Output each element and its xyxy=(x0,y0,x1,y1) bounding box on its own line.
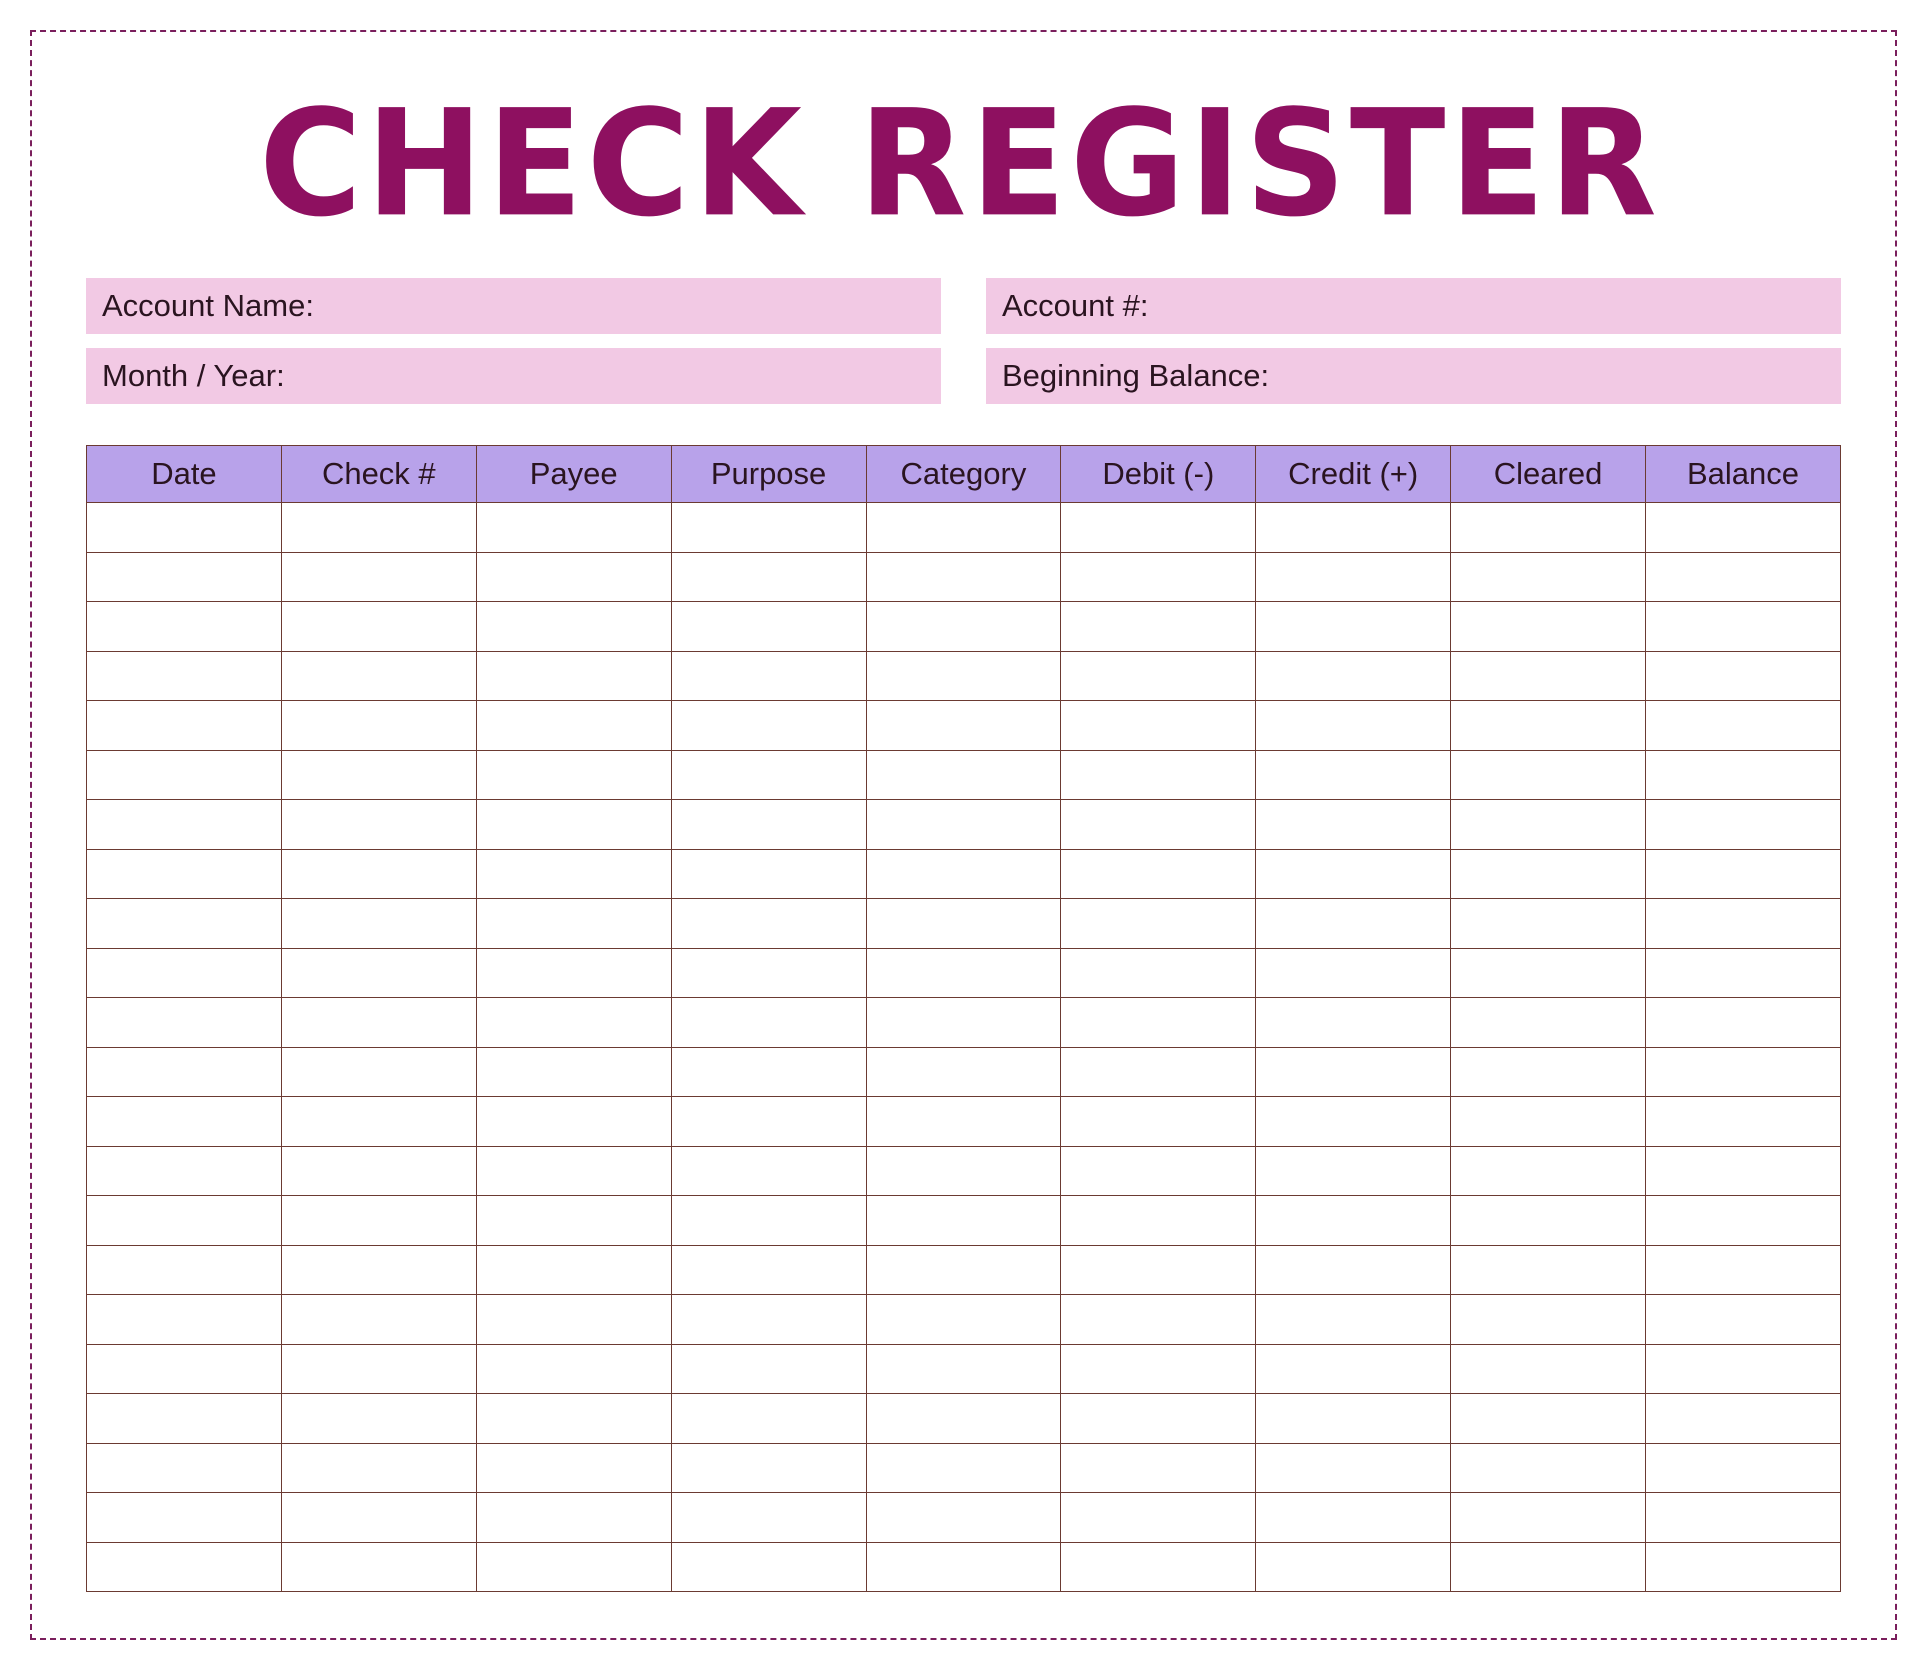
table-row xyxy=(87,1245,1841,1295)
table-cell[interactable] xyxy=(1646,552,1841,602)
table-cell[interactable] xyxy=(281,800,476,850)
table-cell[interactable] xyxy=(281,1295,476,1345)
table-cell[interactable] xyxy=(476,750,671,800)
table-cell[interactable] xyxy=(1256,651,1451,701)
table-cell[interactable] xyxy=(1256,849,1451,899)
table-cell[interactable] xyxy=(1256,602,1451,652)
table-cell[interactable] xyxy=(1061,1542,1256,1592)
table-row xyxy=(87,899,1841,949)
table-cell[interactable] xyxy=(1061,602,1256,652)
table-cell[interactable] xyxy=(281,1047,476,1097)
table-cell[interactable] xyxy=(866,651,1061,701)
table-cell[interactable] xyxy=(476,1097,671,1147)
table-cell[interactable] xyxy=(87,948,282,998)
table-cell[interactable] xyxy=(671,1196,866,1246)
column-header-debit: Debit (-) xyxy=(1061,446,1256,503)
table-cell[interactable] xyxy=(87,503,282,553)
table-cell[interactable] xyxy=(87,1542,282,1592)
table-cell[interactable] xyxy=(671,800,866,850)
table-row xyxy=(87,1295,1841,1345)
table-cell[interactable] xyxy=(476,998,671,1048)
table-cell[interactable] xyxy=(281,651,476,701)
table-cell[interactable] xyxy=(1451,602,1646,652)
table-body xyxy=(87,503,1841,1592)
table-cell[interactable] xyxy=(281,1245,476,1295)
table-cell[interactable] xyxy=(1646,1394,1841,1444)
table-cell[interactable] xyxy=(1061,1146,1256,1196)
table-cell[interactable] xyxy=(87,651,282,701)
table-cell[interactable] xyxy=(1256,1493,1451,1543)
table-row xyxy=(87,602,1841,652)
table-cell[interactable] xyxy=(1061,1097,1256,1147)
table-cell[interactable] xyxy=(476,1245,671,1295)
table-cell[interactable] xyxy=(671,1146,866,1196)
table-cell[interactable] xyxy=(1451,701,1646,751)
table-cell[interactable] xyxy=(1256,1295,1451,1345)
table-cell[interactable] xyxy=(671,1295,866,1345)
table-cell[interactable] xyxy=(1646,1295,1841,1345)
table-cell[interactable] xyxy=(671,552,866,602)
table-cell[interactable] xyxy=(476,651,671,701)
table-cell[interactable] xyxy=(671,1245,866,1295)
month-year-label: Month / Year: xyxy=(102,358,285,393)
table-cell[interactable] xyxy=(1451,1542,1646,1592)
table-cell[interactable] xyxy=(1061,800,1256,850)
table-cell[interactable] xyxy=(1256,1146,1451,1196)
table-cell[interactable] xyxy=(1451,750,1646,800)
table-cell[interactable] xyxy=(671,1443,866,1493)
table-cell[interactable] xyxy=(281,899,476,949)
account-name-label: Account Name: xyxy=(102,288,314,323)
table-cell[interactable] xyxy=(87,998,282,1048)
table-cell[interactable] xyxy=(1451,948,1646,998)
table-cell[interactable] xyxy=(1451,1493,1646,1543)
table-cell[interactable] xyxy=(476,1344,671,1394)
table-row xyxy=(87,1196,1841,1246)
table-cell[interactable] xyxy=(87,1047,282,1097)
table-cell[interactable] xyxy=(87,1295,282,1345)
table-cell[interactable] xyxy=(671,701,866,751)
table-cell[interactable] xyxy=(1451,899,1646,949)
table-cell[interactable] xyxy=(476,503,671,553)
table-cell[interactable] xyxy=(671,602,866,652)
table-cell[interactable] xyxy=(1061,899,1256,949)
table-cell[interactable] xyxy=(671,899,866,949)
table-cell[interactable] xyxy=(866,1542,1061,1592)
table-cell[interactable] xyxy=(1061,503,1256,553)
table-cell[interactable] xyxy=(1061,1344,1256,1394)
table-cell[interactable] xyxy=(1061,750,1256,800)
table-cell[interactable] xyxy=(866,1344,1061,1394)
table-cell[interactable] xyxy=(476,849,671,899)
table-cell[interactable] xyxy=(1061,1047,1256,1097)
table-cell[interactable] xyxy=(476,1443,671,1493)
table-cell[interactable] xyxy=(866,1196,1061,1246)
table-row xyxy=(87,1542,1841,1592)
table-cell[interactable] xyxy=(87,552,282,602)
table-cell[interactable] xyxy=(476,1542,671,1592)
table-cell[interactable] xyxy=(281,1344,476,1394)
table-cell[interactable] xyxy=(476,800,671,850)
table-cell[interactable] xyxy=(866,948,1061,998)
table-cell[interactable] xyxy=(1646,503,1841,553)
table-cell[interactable] xyxy=(476,1146,671,1196)
table-cell[interactable] xyxy=(476,1196,671,1246)
table-cell[interactable] xyxy=(281,948,476,998)
table-cell[interactable] xyxy=(866,1245,1061,1295)
column-header-date: Date xyxy=(87,446,282,503)
table-cell[interactable] xyxy=(1646,1245,1841,1295)
table-cell[interactable] xyxy=(1061,1394,1256,1444)
table-cell[interactable] xyxy=(866,1097,1061,1147)
table-cell[interactable] xyxy=(1061,998,1256,1048)
table-cell[interactable] xyxy=(1451,1146,1646,1196)
table-row xyxy=(87,503,1841,553)
table-cell[interactable] xyxy=(281,998,476,1048)
table-cell[interactable] xyxy=(1451,998,1646,1048)
table-cell[interactable] xyxy=(1061,651,1256,701)
table-cell[interactable] xyxy=(866,800,1061,850)
table-cell[interactable] xyxy=(1256,1394,1451,1444)
table-cell[interactable] xyxy=(1256,503,1451,553)
table-cell[interactable] xyxy=(866,998,1061,1048)
table-cell[interactable] xyxy=(1256,800,1451,850)
table-cell[interactable] xyxy=(1061,1295,1256,1345)
table-cell[interactable] xyxy=(1451,800,1646,850)
table-cell[interactable] xyxy=(87,1097,282,1147)
table-cell[interactable] xyxy=(671,998,866,1048)
table-cell[interactable] xyxy=(281,1493,476,1543)
table-cell[interactable] xyxy=(1646,948,1841,998)
beginning-balance-field[interactable] xyxy=(986,348,1841,404)
table-cell[interactable] xyxy=(281,701,476,751)
table-row xyxy=(87,750,1841,800)
table-cell[interactable] xyxy=(1256,1443,1451,1493)
table-cell[interactable] xyxy=(1451,651,1646,701)
table-cell[interactable] xyxy=(671,651,866,701)
table-row xyxy=(87,998,1841,1048)
table-row xyxy=(87,1344,1841,1394)
table-cell[interactable] xyxy=(671,1047,866,1097)
table-cell[interactable] xyxy=(476,552,671,602)
table-cell[interactable] xyxy=(1646,1493,1841,1543)
table-cell[interactable] xyxy=(281,849,476,899)
table-cell[interactable] xyxy=(866,1443,1061,1493)
table-row xyxy=(87,651,1841,701)
table-cell[interactable] xyxy=(1061,1493,1256,1543)
table-cell[interactable] xyxy=(1646,899,1841,949)
table-row xyxy=(87,1493,1841,1543)
table-cell[interactable] xyxy=(1061,1245,1256,1295)
table-cell[interactable] xyxy=(1646,1542,1841,1592)
table-cell[interactable] xyxy=(1061,1443,1256,1493)
table-cell[interactable] xyxy=(1256,1196,1451,1246)
column-header-check-number: Check # xyxy=(281,446,476,503)
table-cell[interactable] xyxy=(1451,1295,1646,1345)
table-cell[interactable] xyxy=(866,1047,1061,1097)
table-cell[interactable] xyxy=(1451,1245,1646,1295)
table-cell[interactable] xyxy=(476,948,671,998)
table-row xyxy=(87,1443,1841,1493)
table-cell[interactable] xyxy=(281,503,476,553)
table-cell[interactable] xyxy=(1646,1097,1841,1147)
table-cell[interactable] xyxy=(1646,1047,1841,1097)
table-cell[interactable] xyxy=(87,849,282,899)
table-cell[interactable] xyxy=(671,1344,866,1394)
table-cell[interactable] xyxy=(476,1394,671,1444)
table-cell[interactable] xyxy=(866,1394,1061,1444)
table-row xyxy=(87,800,1841,850)
table-cell[interactable] xyxy=(281,1394,476,1444)
table-cell[interactable] xyxy=(1256,701,1451,751)
table-cell[interactable] xyxy=(1451,503,1646,553)
table-cell[interactable] xyxy=(1256,1344,1451,1394)
table-row xyxy=(87,1097,1841,1147)
table-cell[interactable] xyxy=(476,701,671,751)
table-cell[interactable] xyxy=(1646,998,1841,1048)
table-cell[interactable] xyxy=(281,602,476,652)
table-cell[interactable] xyxy=(1256,750,1451,800)
table-cell[interactable] xyxy=(671,849,866,899)
account-number-label: Account #: xyxy=(1002,288,1149,323)
column-header-balance: Balance xyxy=(1646,446,1841,503)
table-cell[interactable] xyxy=(87,899,282,949)
table-cell[interactable] xyxy=(281,1097,476,1147)
table-cell[interactable] xyxy=(1451,1196,1646,1246)
column-header-payee: Payee xyxy=(476,446,671,503)
table-cell[interactable] xyxy=(671,1394,866,1444)
table-row xyxy=(87,701,1841,751)
table-cell[interactable] xyxy=(1451,552,1646,602)
table-cell[interactable] xyxy=(671,948,866,998)
table-cell[interactable] xyxy=(281,1443,476,1493)
table-cell[interactable] xyxy=(1256,1047,1451,1097)
table-cell[interactable] xyxy=(1451,1047,1646,1097)
table-cell[interactable] xyxy=(281,552,476,602)
table-cell[interactable] xyxy=(87,1443,282,1493)
table-header-row xyxy=(87,446,1841,503)
table-cell[interactable] xyxy=(866,602,1061,652)
table-cell[interactable] xyxy=(87,1196,282,1246)
table-cell[interactable] xyxy=(671,1097,866,1147)
table-cell[interactable] xyxy=(1256,899,1451,949)
table-cell[interactable] xyxy=(1451,1097,1646,1147)
check-register-table xyxy=(86,445,1841,1592)
table-cell[interactable] xyxy=(1256,1097,1451,1147)
table-cell[interactable] xyxy=(1061,948,1256,998)
column-header-cleared: Cleared xyxy=(1451,446,1646,503)
table-cell[interactable] xyxy=(1646,750,1841,800)
table-cell[interactable] xyxy=(1256,1245,1451,1295)
table-cell[interactable] xyxy=(1061,849,1256,899)
table-cell[interactable] xyxy=(1646,651,1841,701)
table-cell[interactable] xyxy=(1451,1344,1646,1394)
account-name-field[interactable] xyxy=(86,278,941,334)
table-cell[interactable] xyxy=(87,800,282,850)
column-header-credit: Credit (+) xyxy=(1256,446,1451,503)
table-cell[interactable] xyxy=(476,899,671,949)
table-cell[interactable] xyxy=(87,1394,282,1444)
table-row xyxy=(87,849,1841,899)
table-cell[interactable] xyxy=(866,1295,1061,1345)
table-cell[interactable] xyxy=(87,1344,282,1394)
table-row xyxy=(87,552,1841,602)
table-cell[interactable] xyxy=(1061,701,1256,751)
table-cell[interactable] xyxy=(281,1146,476,1196)
table-cell[interactable] xyxy=(1256,552,1451,602)
table-cell[interactable] xyxy=(866,552,1061,602)
beginning-balance-label: Beginning Balance: xyxy=(1002,358,1270,393)
table-cell[interactable] xyxy=(476,1047,671,1097)
table-cell[interactable] xyxy=(1646,701,1841,751)
table-cell[interactable] xyxy=(866,750,1061,800)
table-cell[interactable] xyxy=(87,1493,282,1543)
table-row xyxy=(87,1146,1841,1196)
table-row xyxy=(87,948,1841,998)
table-cell[interactable] xyxy=(281,1542,476,1592)
table-cell[interactable] xyxy=(87,701,282,751)
table-cell[interactable] xyxy=(671,1493,866,1543)
table-cell[interactable] xyxy=(87,750,282,800)
table-cell[interactable] xyxy=(671,750,866,800)
table-cell[interactable] xyxy=(1646,1196,1841,1246)
table-cell[interactable] xyxy=(281,1196,476,1246)
table-cell[interactable] xyxy=(87,1146,282,1196)
table-cell[interactable] xyxy=(1256,948,1451,998)
table-cell[interactable] xyxy=(866,1146,1061,1196)
table-row xyxy=(87,1394,1841,1444)
table-cell[interactable] xyxy=(476,1493,671,1543)
table-cell[interactable] xyxy=(476,602,671,652)
table-cell[interactable] xyxy=(476,1295,671,1345)
table-cell[interactable] xyxy=(866,899,1061,949)
table-row xyxy=(87,1047,1841,1097)
table-cell[interactable] xyxy=(866,849,1061,899)
account-number-field[interactable] xyxy=(986,278,1841,334)
page-title: CHECK REGISTER xyxy=(259,78,1661,251)
table-cell[interactable] xyxy=(1061,552,1256,602)
table-cell[interactable] xyxy=(1646,1344,1841,1394)
table-cell[interactable] xyxy=(1451,849,1646,899)
table-cell[interactable] xyxy=(1256,1542,1451,1592)
table-cell[interactable] xyxy=(1451,1443,1646,1493)
table-cell[interactable] xyxy=(671,503,866,553)
table-cell[interactable] xyxy=(87,602,282,652)
table-cell[interactable] xyxy=(866,503,1061,553)
table-cell[interactable] xyxy=(1451,1394,1646,1444)
table-cell[interactable] xyxy=(1256,998,1451,1048)
table-cell[interactable] xyxy=(87,1245,282,1295)
table-cell[interactable] xyxy=(1646,800,1841,850)
table-cell[interactable] xyxy=(1646,849,1841,899)
month-year-field[interactable] xyxy=(86,348,941,404)
table-cell[interactable] xyxy=(281,750,476,800)
table-cell[interactable] xyxy=(1646,602,1841,652)
table-cell[interactable] xyxy=(866,701,1061,751)
column-header-category: Category xyxy=(866,446,1061,503)
table-cell[interactable] xyxy=(866,1493,1061,1543)
table-cell[interactable] xyxy=(671,1542,866,1592)
table-cell[interactable] xyxy=(1061,1196,1256,1246)
column-header-purpose: Purpose xyxy=(671,446,866,503)
table-cell[interactable] xyxy=(1646,1443,1841,1493)
table-cell[interactable] xyxy=(1646,1146,1841,1196)
